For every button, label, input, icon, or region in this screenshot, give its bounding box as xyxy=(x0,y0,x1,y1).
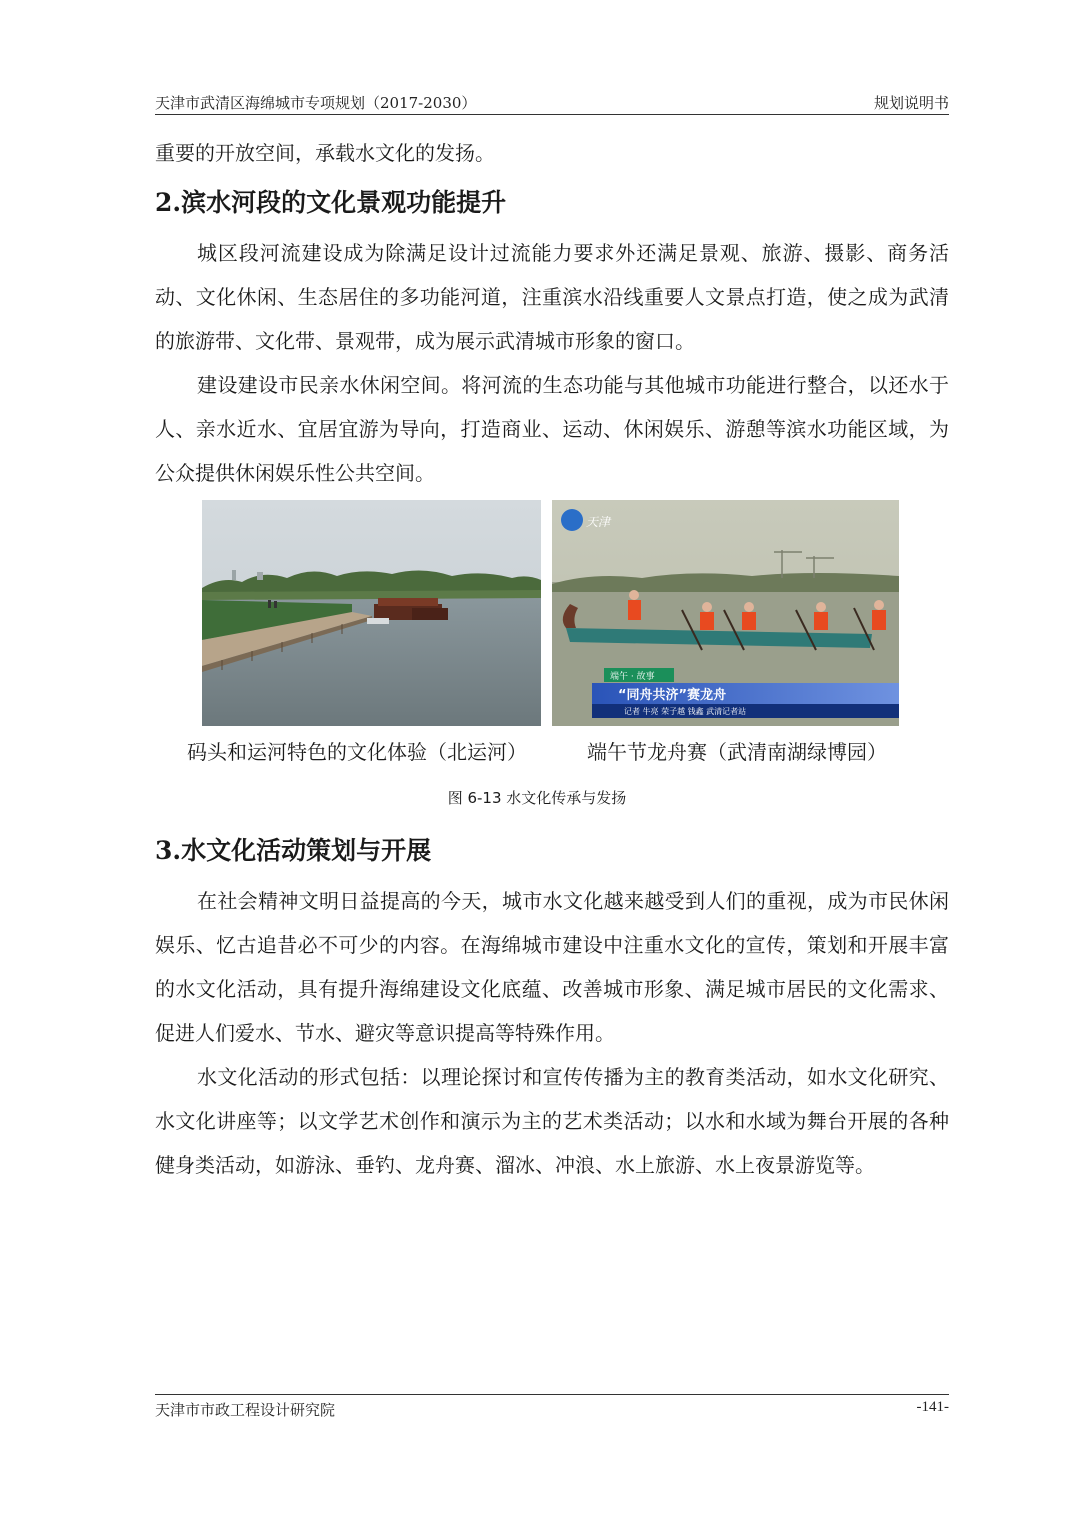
left-photo-caption: 码头和运河特色的文化体验（北运河） xyxy=(187,740,527,764)
header-doc-type: 规划说明书 xyxy=(873,94,949,112)
tv-headline: “同舟共济”赛龙舟 xyxy=(618,688,727,703)
figure-title: 图 6-13 水文化传承与发扬 xyxy=(447,789,627,807)
section-3-paragraph-2: 水文化活动的形式包括：以理论探讨和宣传传播为主的教育类活动，如水文化研究、水文化讲座等；以文学艺术创作和演示为主的艺术类活动；以水和水域为舞台开展的各种健身类活动，如游泳、垂钓、龙舟赛、溜冰、冲浪、水上旅游、水上夜景游览等。 xyxy=(155,1065,949,1177)
footer-organization: 天津市市政工程设计研究院 xyxy=(155,1401,336,1419)
tv-credits: 记者 牛亮 荣子越 钱鑫 武清记者站 xyxy=(624,707,747,716)
page-header xyxy=(155,92,949,115)
dragon-boat-photo xyxy=(552,500,899,726)
pier-canal-photo xyxy=(202,500,541,726)
section-3-paragraph-1: 在社会精神文明日益提高的今天，城市水文化越来越受到人们的重视，成为市民休闲娱乐、忆古追昔必不可少的内容。在海绵城市建设中注重水文化的宣传，策划和开展丰富的水文化活动，具有提升海绵建设文化底蕴、改善城市形象、满足城市居民的文化需求、促进人们爱水、节水、避灾等意识提高等特殊作用。 xyxy=(155,889,949,1045)
continued-paragraph: 重要的开放空间，承载水文化的发扬。 xyxy=(155,141,495,165)
page-number: -141- xyxy=(916,1399,949,1415)
section-2-paragraph-2: 建设建设市民亲水休闲空间。将河流的生态功能与其他城市功能进行整合，以还水于人、亲水近水、宜居宜游为导向，打造商业、运动、休闲娱乐、游憩等滨水功能区域，为公众提供休闲娱乐性公共空间。 xyxy=(155,373,949,485)
tv-channel-label: 天津 xyxy=(586,515,611,529)
header-title: 天津市武清区海绵城市专项规划（2017-2030） xyxy=(155,94,477,112)
section-2-paragraph-1: 城区段河流建设成为除满足设计过流能力要求外还满足景观、旅游、摄影、商务活动、文化休闲、生态居住的多功能河道，注重滨水沿线重要人文景点打造，使之成为武清的旅游带、文化带、景观带，成为展示武清城市形象的窗口。 xyxy=(155,241,949,353)
page-footer xyxy=(155,1394,949,1419)
right-photo-caption: 端午节龙舟赛（武清南湖绿博园） xyxy=(587,740,887,764)
section-2-heading: 2.滨水河段的文化景观功能提升 xyxy=(155,188,507,217)
section-3-heading: 3.水文化活动策划与开展 xyxy=(155,836,432,865)
tv-tag-label: 端午 · 故事 xyxy=(610,672,655,682)
